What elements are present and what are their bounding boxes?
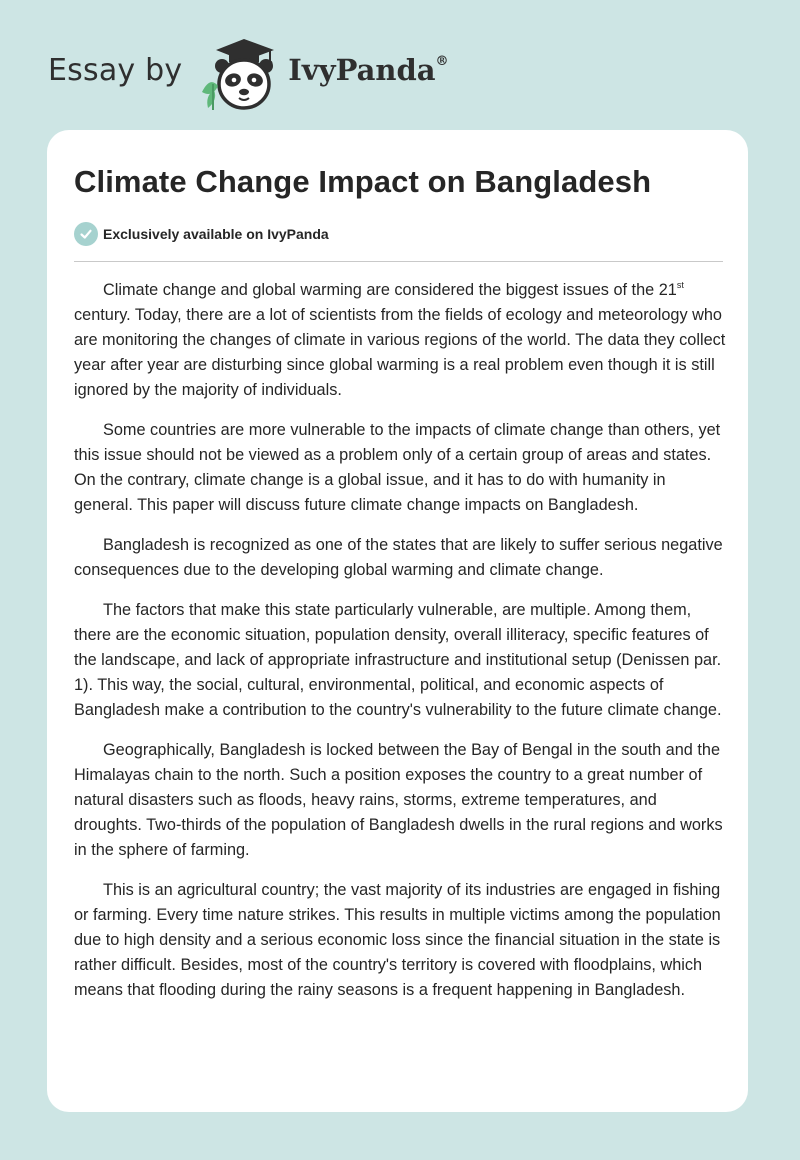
essay-paragraph-2: Some countries are more vulnerable to the impacts of climate change than others, yet this issue should not be viewed as a problem only of a certain group of areas and states. On the contrary, climate change is a global issue, and it has to do with humanity in general. This paper will discuss future climate change impacts on Bangladesh.: [74, 421, 721, 514]
essay-body: [74, 278, 726, 1018]
exclusive-badge-label: Exclusively available on IvyPanda: [103, 226, 329, 242]
essay-paragraph-6: This is an agricultural country; the vast majority of its industries are engaged in fishing or farming. Every time nature strikes. This results in multiple victims among the population due to high density and a serious economic loss since the financial situation in the state is rather difficult. Besides, most of the country's territory is covered with floodplains, which means that flooding during the rainy seasons is a frequent happening in Bangladesh.: [74, 881, 721, 999]
paragraph-1-rest: century. Today, there are a lot of scientists from the fields of ecology and meteorology who are monitoring the changes of climate in various regions of the world. The data they collect year after year are disturbing since global warming is a real problem even though it is still ignored by the majority of individuals.: [74, 306, 726, 399]
site-header: [48, 34, 449, 114]
title-divider: [74, 261, 723, 262]
exclusive-badge: [74, 222, 329, 246]
essay-paragraph-3: Bangladesh is recognized as one of the states that are likely to suffer serious negative consequences due to the developing global warming and climate change.: [74, 536, 723, 579]
panda-logo-icon[interactable]: [196, 36, 284, 112]
ordinal-suffix: st: [676, 280, 684, 290]
essay-card: [47, 130, 748, 1112]
essay-paragraph-4: The factors that make this state particularly vulnerable, are multiple. Among them, there are the economic situation, population density, overall illiteracy, specific features of the landscape, and lack of appropriate infrastructure and institutional setup (Denissen par. 1). This way, the social, cultural, environmental, political, and economic aspects of Bangladesh make a contribution to the country's vulnerability to the future climate change.: [74, 601, 722, 719]
brand-name-text: IvyPanda: [288, 53, 436, 87]
check-circle-icon: [74, 222, 98, 246]
essay-title: Climate Change Impact on Bangladesh: [74, 164, 652, 199]
panda-logo-svg: [196, 36, 284, 112]
essay-paragraph-5: Geographically, Bangladesh is locked between the Bay of Bengal in the south and the Himalayas chain to the north. Such a position exposes the country to a great number of natural disasters such as floods, heavy rains, storms, extreme temperatures, and droughts. Two-thirds of the population of Bangladesh dwells in the rural regions and works in the sphere of farming.: [74, 741, 723, 859]
brand-name[interactable]: [288, 53, 448, 87]
registered-mark: ®: [435, 54, 449, 70]
brand-prefix: Essay by: [48, 52, 183, 88]
paragraph-1-text: Climate change and global warming are considered the biggest issues of the 21: [103, 281, 677, 299]
check-mark-svg: [79, 227, 93, 241]
essay-paragraph-1: [74, 278, 726, 403]
